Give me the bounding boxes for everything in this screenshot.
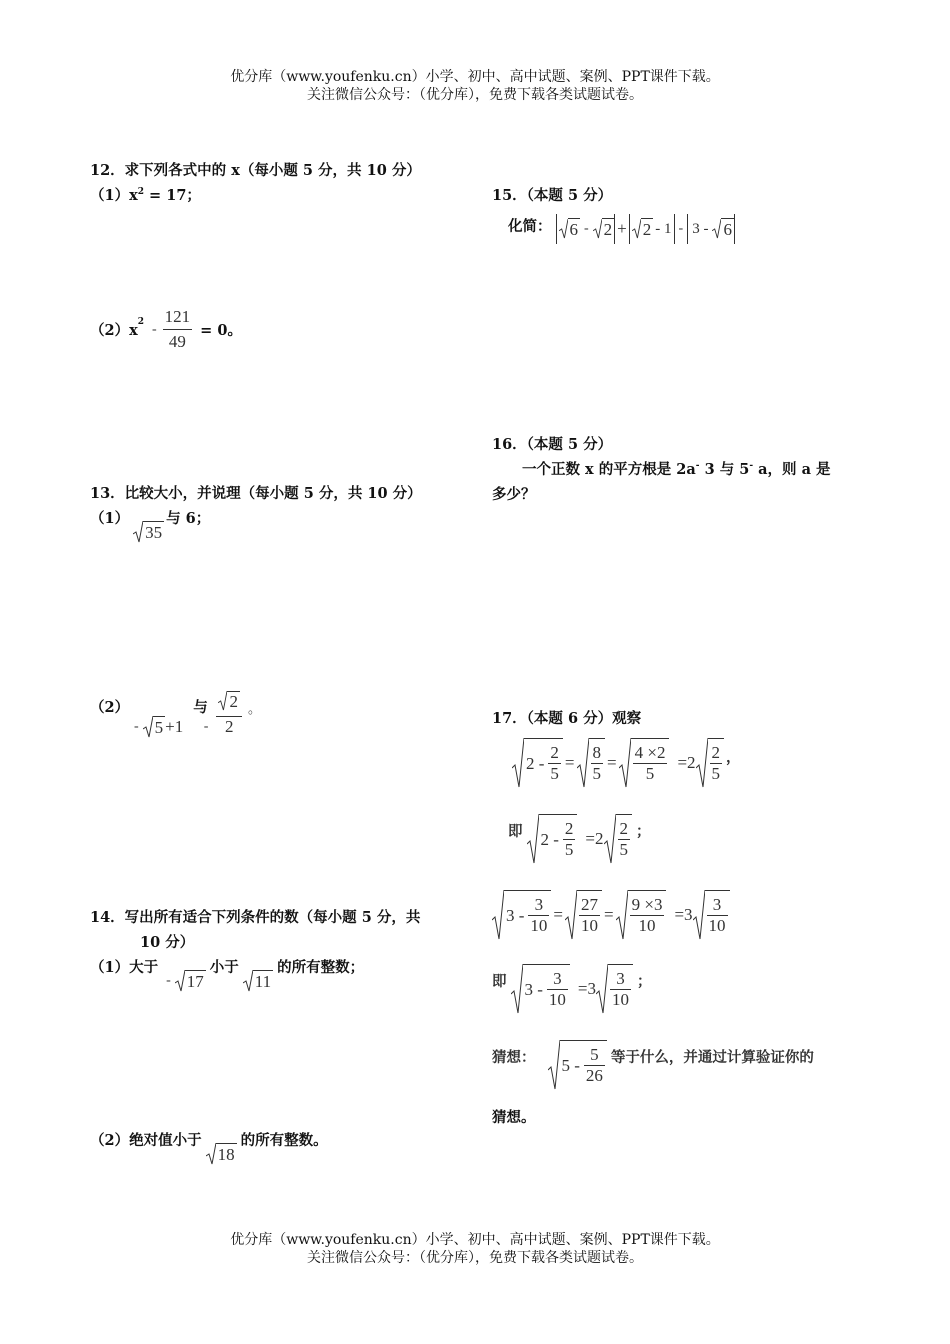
q12-part1 [90, 184, 201, 205]
q17-e2-fraction-2 [618, 819, 631, 860]
q15-radicand-2: 2 [603, 219, 613, 239]
q17-e1-f-den: 5 [711, 764, 721, 783]
q17-e1-f-num: 2 [711, 743, 721, 762]
q13-p1-rest: 与 6； [166, 510, 211, 527]
q14-p1-mid: 小于 [209, 959, 239, 976]
q14-title: 14．写出所有适合下列条件的数（每小题 5 分，共 [90, 909, 421, 926]
q17-e2-f-den: 5 [619, 840, 629, 859]
q17-e3-fraction-4 [707, 895, 728, 936]
q12-p2-label: （2）x [90, 322, 138, 339]
q17-e1-fraction-4 [710, 743, 723, 784]
q14-p1-minus: - [166, 973, 171, 988]
q17-e1-r-den: 5 [592, 764, 602, 783]
q17-e1-radical-2 [577, 738, 606, 788]
q12-p2-minus: - [152, 321, 157, 337]
q17-e2-a: 2 - [540, 829, 559, 849]
q17-e3-num: 3 [534, 895, 544, 914]
q17-e3-den: 10 [530, 916, 548, 935]
q12-p1-sup: 2 [137, 187, 144, 198]
q17-eq-4 [492, 964, 652, 1014]
q17-e2-eq: =2 [585, 829, 604, 848]
q17-e1-radical-3 [619, 738, 670, 788]
q17-title: 17．（本题 6 分）观察 [492, 710, 642, 727]
q15-expression [508, 214, 735, 244]
q17-e4-f-num: 3 [616, 969, 625, 988]
q14-p1-rest: 的所有整数； [277, 959, 365, 976]
q17-e1-fraction [548, 743, 561, 784]
q13-p2-radicand: 5 [154, 717, 164, 737]
q17-e1-r-num: 8 [592, 743, 602, 762]
q15-title: 15．（本题 5 分） [492, 187, 613, 204]
q17-e3-m-den: 10 [630, 915, 665, 936]
q17-e3-fraction-3 [630, 895, 665, 936]
q17-e3-radical-2 [565, 890, 602, 940]
q16-title: 16．（本题 5 分） [492, 436, 613, 453]
q17-e4-radical-lhs [511, 964, 570, 1014]
q17-e3-eq-3: =3 [674, 905, 693, 924]
q13-p2-radical [143, 716, 166, 738]
q17-eq-1 [512, 738, 741, 788]
q17-e3-fraction [528, 895, 549, 936]
q13-p1-label: （1） [90, 510, 130, 527]
q17-eq-2 [508, 814, 651, 864]
q13-part2 [134, 690, 261, 738]
q17-e1-fraction-2 [591, 743, 604, 784]
q13-part1 [90, 507, 210, 543]
q13-p1-radicand: 35 [145, 522, 163, 542]
q17-guess-text: 等于什么，并通过计算验证你的 [610, 1049, 814, 1066]
q17-e4-num: 3 [553, 969, 562, 988]
q17-e3-fraction-2 [579, 895, 600, 936]
q15-radicand-3: 2 [642, 219, 652, 239]
q17-e3-radical-3 [616, 890, 667, 940]
q15-abs-bar-5 [687, 214, 688, 244]
q15-radical-3 [632, 218, 654, 240]
q16-sup-1: - [695, 461, 700, 472]
q17-e1-eq-1: = [564, 753, 575, 772]
q17-e3-f-num: 3 [712, 895, 722, 914]
header-line-1: 优分库（www.youfenku.cn）小学、初中、高中试题、案例、PPT课件下载。 [230, 69, 720, 85]
q15-minus-2: - 1 [655, 220, 672, 237]
q17-e2-label: 即 [508, 823, 523, 840]
q17-guess-text-2: 猜想。 [492, 1109, 536, 1126]
q12-p2-sup: 2 [137, 317, 144, 327]
q15-three: 3 - [692, 220, 709, 237]
q15-abs-bar-2 [614, 214, 615, 244]
q17-guess-radical [548, 1040, 607, 1090]
q17-e1-radical-4 [696, 738, 725, 788]
q14-p1-radical-1 [175, 970, 206, 992]
q17-guess [492, 1040, 814, 1090]
q13-p2-fraction [216, 691, 242, 738]
q15-abs-bar-1 [556, 214, 557, 244]
q13-p2-label: （2） [90, 699, 130, 716]
footer-line-1: 优分库（www.youfenku.cn）小学、初中、高中试题、案例、PPT课件下载。 [230, 1232, 720, 1248]
q17-guess-den: 26 [585, 1066, 603, 1085]
q17-e1-eq-2: = [607, 753, 617, 772]
q17-e1-m-num: 4 ×2 [634, 743, 666, 762]
q14-p1-radicand-1: 17 [186, 971, 204, 991]
q14-p1-radical-2 [243, 970, 273, 992]
q17-e1-radical-lhs [512, 738, 563, 788]
q15-abs-bar-4 [674, 214, 675, 244]
q17-e3-eq-1: = [553, 905, 564, 924]
q13-p2-end: 。 [247, 701, 261, 716]
q13-p2-denominator: 2 [216, 716, 242, 737]
q12-p1-label: （1）x [90, 187, 138, 204]
q17-e3-a: 3 - [506, 905, 525, 925]
q17-e2-den: 5 [564, 840, 574, 859]
q12-part2 [90, 305, 242, 354]
q16-line-2: 多少？ [492, 486, 536, 503]
q17-e3-m-num: 9 ×3 [631, 895, 663, 914]
q17-e2-radical-rhs [604, 814, 633, 864]
q17-e1-fraction-3 [633, 743, 668, 784]
q17-e1-m-den: 5 [633, 763, 668, 784]
q12-p2-numerator: 121 [164, 307, 191, 326]
q17-e4-eq: =3 [577, 979, 597, 998]
q17-e3-radical-lhs [492, 890, 551, 940]
q17-e4-radical-rhs [596, 964, 633, 1014]
q13-p2-with: 与 [193, 699, 208, 716]
q17-e3-radical-4 [693, 890, 730, 940]
q17-e2-radical-lhs [527, 814, 578, 864]
q15-minus-3: - [678, 221, 684, 236]
q12-p2-denominator: 49 [163, 329, 193, 354]
q17-e3-r-den: 10 [581, 916, 599, 935]
q17-e4-end: ； [637, 973, 652, 990]
q15-radical-1 [559, 218, 581, 240]
q14-part2 [90, 1129, 328, 1165]
q17-e2-num: 2 [564, 819, 574, 838]
q17-e2-fraction [563, 819, 576, 860]
q15-radicand-4: 6 [723, 219, 732, 239]
q14-p2-label: （2）绝对值小于 [90, 1132, 202, 1149]
q17-guess-a: 5 - [561, 1055, 580, 1075]
q13-p2-numerator [216, 691, 242, 713]
q16-text-1: 一个正数 x 的平方根是 2a [522, 461, 696, 478]
q17-e1-den: 5 [550, 764, 559, 783]
q15-abs-bar-3 [629, 214, 630, 244]
q13-p2-num-radical [218, 691, 240, 712]
q17-e1-a: 2 - [526, 753, 545, 773]
footer-line-2: 关注微信公众号：（优分库），免费下载各类试题试卷。 [307, 1250, 643, 1266]
q12-title: 12．求下列各式中的 x（每小题 5 分，共 10 分） [90, 162, 421, 179]
q17-e4-f-den: 10 [612, 990, 630, 1009]
q17-e2-f-num: 2 [619, 819, 629, 838]
header-line-2: 关注微信公众号：（优分库），免费下载各类试题试卷。 [307, 87, 643, 103]
q15-label: 化简： [508, 217, 552, 235]
q17-e3-f-den: 10 [708, 916, 726, 935]
q17-e4-label: 即 [492, 973, 507, 990]
q13-p2-plus-one: +1 [165, 717, 184, 736]
q17-e2-end: ； [636, 823, 651, 840]
q14-part1 [90, 956, 364, 992]
q14-p2-rest: 的所有整数。 [240, 1132, 328, 1149]
q17-e1-eq-3: =2 [677, 753, 696, 772]
q13-p2-minus2: - [203, 719, 209, 734]
q17-e4-fraction [547, 969, 568, 1010]
q12-p2-fraction [163, 305, 193, 354]
q16-text-2: 3 与 5 [699, 461, 750, 478]
q17-e4-fraction-2 [610, 969, 631, 1010]
q13-p1-radical [133, 521, 164, 543]
q17-e3-eq-2: = [604, 905, 614, 924]
q16-line-1 [522, 458, 831, 479]
q13-p2-num-radicand: 2 [229, 692, 238, 712]
q12-p2-rest: = 0。 [200, 322, 242, 339]
q17-eq-3 [492, 890, 730, 940]
q17-guess-label: 猜想： [492, 1049, 536, 1066]
q17-guess-fraction [584, 1045, 605, 1086]
q15-abs-bar-6 [734, 214, 735, 244]
q13-p2-minus: - [134, 719, 139, 734]
q17-e3-r-num: 27 [581, 895, 599, 914]
q14-title-2: 10 分） [140, 934, 195, 951]
q15-plus: + [617, 219, 627, 238]
q15-radical-4 [712, 218, 734, 240]
q17-e1-end: ， [726, 749, 741, 766]
q17-e4-den: 10 [548, 990, 566, 1009]
q16-sup-2: - [749, 461, 754, 472]
q15-radical-2 [593, 218, 615, 240]
q14-p2-radical [206, 1143, 237, 1165]
q15-radicand-1: 6 [569, 219, 578, 239]
q17-guess-num: 5 [590, 1045, 599, 1064]
q14-p2-radicand: 18 [217, 1144, 235, 1164]
q14-p1-label: （1）大于 [90, 959, 159, 976]
q17-e1-num: 2 [550, 743, 559, 762]
q13-title: 13．比较大小，并说理（每小题 5 分，共 10 分） [90, 485, 422, 502]
q17-e4-a: 3 - [524, 979, 543, 999]
q12-p1-rest: = 17； [144, 187, 201, 204]
q14-p1-radicand-2: 11 [254, 971, 272, 991]
q16-text-3: a，则 a 是 [753, 461, 831, 478]
q15-minus-1: - [584, 221, 589, 236]
